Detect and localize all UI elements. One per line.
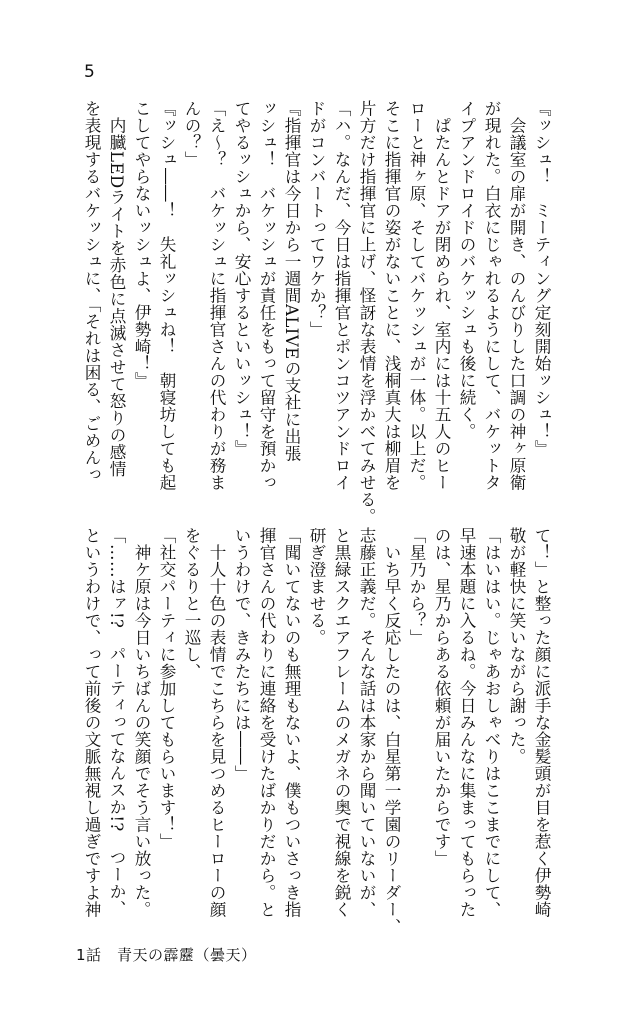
text-line: 「社交パーティに参加してもらいます！」 <box>157 527 176 850</box>
text-line: 「はいはい。じゃあおしゃべりはここまでにして、 <box>482 527 501 918</box>
text-line: 「ハ。なんだ、今日は指揮官とポンコツアンドロイ <box>332 100 351 491</box>
text-line: 「星乃から？」 <box>407 527 426 646</box>
text-line: こしてやらないッシュよ、伊勢崎！』 <box>132 100 151 389</box>
text-line: 早速本題に入るね。今日みんなに集まってもらった <box>457 527 476 918</box>
text-line: 志藤正義だ。そんな話は本家から聞いていないが、 <box>357 527 376 918</box>
text-line: が現れた。白衣にじゃれるようにして、バケットタ <box>482 100 501 491</box>
text-line: というわけで、って前後の文脈無視し過ぎですよ神 <box>82 527 101 918</box>
text-line: そこに指揮官の姿がないことに、浅桐真大は柳眉を <box>382 100 401 491</box>
text-line: 『ッシュ！ ミーティング定刻開始ッシュ！』 <box>532 100 551 457</box>
text-line: イプアンドロイドのバケッシュも後に続く。 <box>457 100 476 440</box>
upper-text-block <box>79 100 554 525</box>
text-line: いち早く反応したのは、白星第一学園のリーダー、 <box>382 527 401 935</box>
text-line: てやるッシュから、安心するといいッシュ！』 <box>232 100 251 457</box>
text-line: ぱたんとドアが閉められ、室内には十五人のヒー <box>432 100 451 491</box>
text-line: 会議室の扉が開き、のんびりした口調の神ヶ原衛 <box>507 100 526 491</box>
running-footer: 1話 青天の霹靂（曇天） <box>76 946 257 964</box>
text-line: 揮官さんの代わりに連絡を受けたばかりだから。と <box>257 527 276 918</box>
text-line: て！」と整った顔に派手な金髪頭が目を惹く伊勢崎 <box>532 527 551 918</box>
text-line: いうわけで、きみたちには――」 <box>232 527 251 782</box>
text-line: 十人十色の表情でこちらを見つめるヒーローの顔 <box>207 527 226 918</box>
text-line: 『指揮官は今日から一週間ALIVEの支社に出張 <box>282 100 301 462</box>
text-line: ッシュ！ バケッシュが責任をもって留守を預かっ <box>257 100 276 491</box>
text-line: 「……はァ!? パーティってなんスか!? つーか、 <box>107 527 126 917</box>
text-line: 研ぎ澄ませる。 <box>307 527 326 646</box>
text-line: ローと神ヶ原、そしてバケッシュが一体。以上だ。 <box>407 100 426 491</box>
text-line: 神ケ原は今日いちばんの笑顔でそう言い放った。 <box>132 527 151 918</box>
text-line: を表現するバケッシュに、「それは困る、ごめんっ <box>82 100 101 483</box>
text-line: 「聞いてないのも無理もないよ、僕もついさっき指 <box>282 527 301 918</box>
text-line: のは、星乃からある依頼が届いたからです」 <box>432 527 451 867</box>
text-line: と黒緑スクエアフレームのメガネの奥で視線を鋭く <box>332 527 351 918</box>
text-line: 片方だけ指揮官に上げ、怪訝な表情を浮かべてみせる。 <box>357 100 376 525</box>
text-line: をぐるりと一巡し、 <box>182 527 201 680</box>
text-line: 敬が軽快に笑いながら謝った。 <box>507 527 526 765</box>
text-line: 内臓LEDライトを赤色に点滅させて怒りの感情 <box>107 100 126 478</box>
text-line: 「え～？ バケッシュに指揮官さんの代わりが務ま <box>207 100 226 491</box>
text-line: んの？」 <box>182 100 201 168</box>
text-line: ドがコンバートってワケか？」 <box>307 100 326 338</box>
page-number: 5 <box>84 62 95 82</box>
text-line: 『ッシュ――！ 失礼ッシュね！ 朝寝坊しても起 <box>157 100 176 491</box>
lower-text-block <box>79 527 554 935</box>
